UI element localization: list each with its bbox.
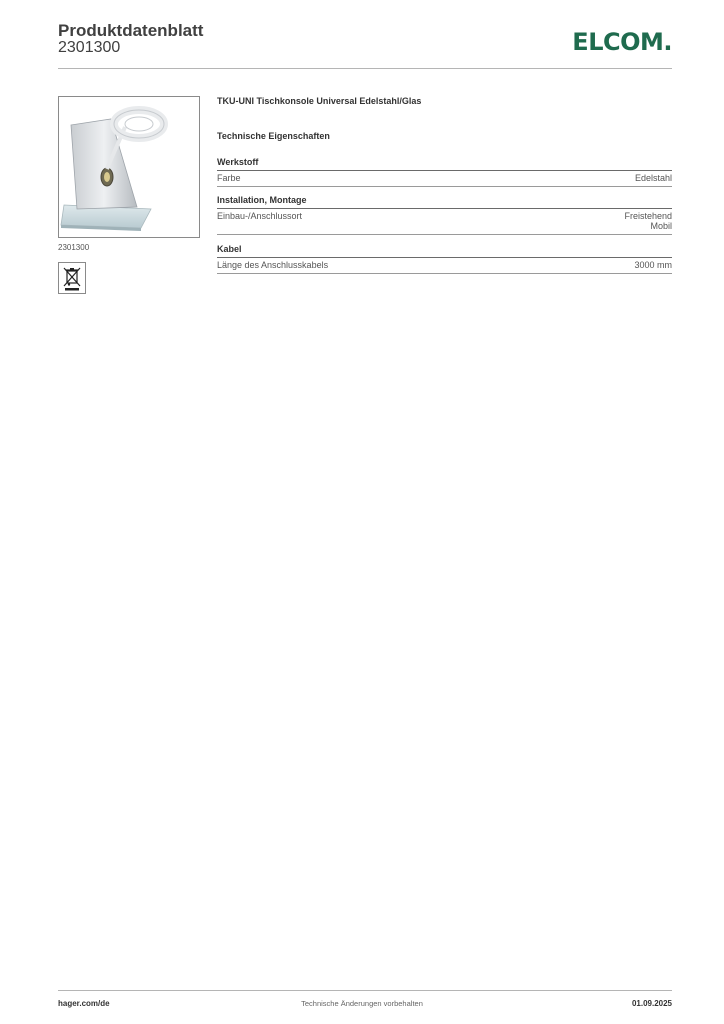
footer-date: 01.09.2025 bbox=[631, 999, 672, 1008]
property-value-line: 3000 mm bbox=[634, 260, 672, 270]
section-heading: Technische Eigenschaften bbox=[217, 131, 330, 141]
property-value bbox=[635, 173, 672, 183]
property-row bbox=[217, 258, 672, 274]
property-row bbox=[217, 209, 672, 235]
property-value bbox=[624, 211, 672, 231]
footer-divider bbox=[58, 990, 672, 991]
product-image bbox=[58, 96, 200, 238]
property-group-kabel bbox=[217, 244, 672, 274]
header-divider bbox=[58, 68, 672, 69]
product-name: TKU-UNI Tischkonsole Universal Edelstahl/Glas bbox=[217, 96, 422, 106]
product-number: 2301300 bbox=[58, 39, 121, 56]
property-label: Länge des Anschlusskabels bbox=[217, 260, 329, 270]
property-label: Farbe bbox=[217, 173, 241, 183]
footer-website: hager.com/de bbox=[58, 999, 110, 1008]
property-label: Einbau-/Anschlussort bbox=[217, 211, 303, 221]
property-group-werkstoff bbox=[217, 157, 672, 187]
image-caption: 2301300 bbox=[58, 243, 90, 252]
desk-console-illustration bbox=[59, 97, 199, 237]
property-value-line: Edelstahl bbox=[634, 173, 672, 183]
elcom-logo: ELCOM. bbox=[572, 28, 672, 56]
group-title: Werkstoff bbox=[217, 157, 672, 171]
property-value bbox=[634, 260, 672, 270]
crossed-bin-icon bbox=[58, 262, 86, 294]
property-value-line: Mobil bbox=[650, 221, 672, 231]
group-title: Installation, Montage bbox=[217, 195, 672, 209]
property-group-installation bbox=[217, 195, 672, 235]
page-title: Produktdatenblatt bbox=[58, 21, 204, 40]
footer-disclaimer: Technische Änderungen vorbehalten bbox=[301, 999, 423, 1008]
property-value-line: Freistehend bbox=[624, 211, 672, 221]
property-row bbox=[217, 171, 672, 187]
group-title: Kabel bbox=[217, 244, 672, 258]
